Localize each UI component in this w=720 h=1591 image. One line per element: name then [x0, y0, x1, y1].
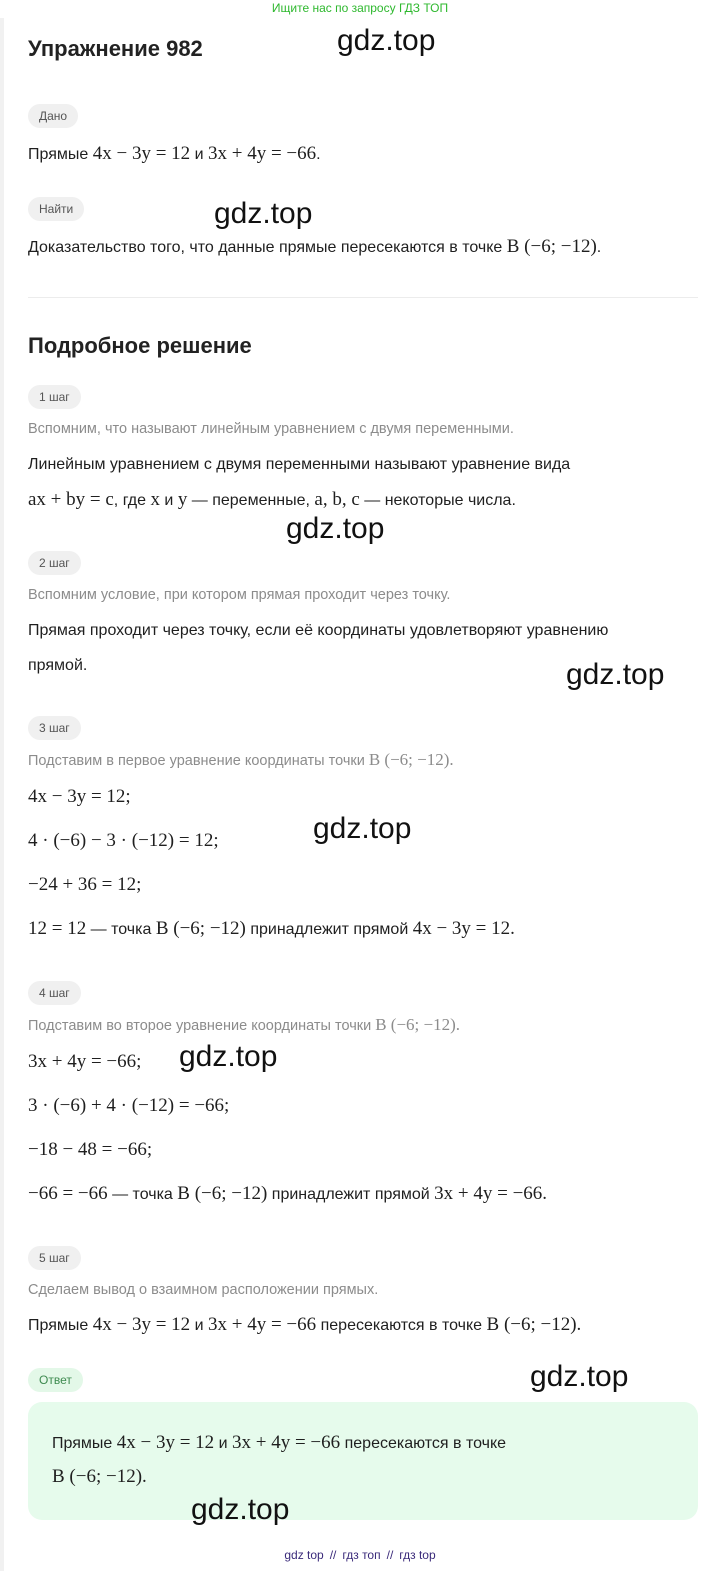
step1-y: y — [177, 489, 188, 510]
answer-t1: Прямые — [52, 1435, 117, 1452]
step4-eq4-line: 3x + 4y = −66. — [434, 1183, 548, 1204]
step5-point: B (−6; −12). — [486, 1314, 582, 1335]
answer-line1 — [52, 1432, 506, 1454]
step4-eq2-math: 3 · (−6) + 4 · (−12) = −66; — [28, 1095, 230, 1116]
footer-links — [0, 1548, 720, 1562]
step3-eq4-line: 4x − 3y = 12. — [412, 918, 515, 939]
find-t2: . — [596, 239, 602, 256]
step4-hint-point: B (−6; −12). — [375, 1015, 461, 1034]
watermark: gdz.top — [214, 197, 313, 230]
step1-line1: Линейным уравнением с двумя переменными называют уравнение вида — [28, 456, 571, 473]
step1-line2 — [28, 489, 516, 511]
step4-eq3-math: −18 − 48 = −66; — [28, 1139, 153, 1160]
given-eq2: 3x + 4y = −66 — [208, 143, 317, 164]
answer-eq2: 3x + 4y = −66 — [232, 1432, 341, 1453]
step3-eq2-math: 4 · (−6) − 3 · (−12) = 12; — [28, 830, 219, 851]
step1-x: x — [150, 489, 160, 510]
step4-eq2 — [28, 1095, 229, 1117]
watermark: gdz.top — [313, 812, 412, 845]
step5-t1: Прямые — [28, 1317, 93, 1334]
top-search-note: Ищите нас по запросу ГДЗ ТОП — [271, 1, 449, 15]
step3-eq2 — [28, 830, 219, 852]
step5-hint: Сделаем вывод о взаимном расположении прямых. — [28, 1282, 379, 1298]
step4-eq1 — [28, 1051, 141, 1073]
given-text — [28, 143, 321, 165]
watermark: gdz.top — [191, 1493, 290, 1526]
answer-point: B (−6; −12). — [52, 1466, 147, 1487]
page-title: Упражнение 982 — [28, 36, 203, 61]
answer-eq1: 4x − 3y = 12 — [116, 1432, 215, 1453]
footer-separator: // — [386, 1548, 394, 1562]
step3-hint — [28, 750, 454, 770]
answer-t2: и — [214, 1435, 232, 1452]
step4-hint-text: Подставим во второе уравнение координаты точки — [28, 1018, 376, 1034]
find-t1: Доказательство того, что данные прямые пересекаются в точке — [28, 239, 507, 256]
step3-eq3-math: −24 + 36 = 12; — [28, 874, 142, 895]
step5-chip: 5 шаг — [28, 1246, 81, 1270]
step1-t4: — некоторые числа. — [359, 492, 516, 509]
step3-eq4-a: 12 = 12 — [28, 918, 87, 939]
step3-eq4-t2: принадлежит прямой — [245, 921, 413, 938]
step4-eq4 — [28, 1183, 547, 1205]
step1-hint: Вспомним, что называют линейным уравнением с двумя переменными. — [28, 421, 514, 437]
left-border — [0, 18, 4, 1571]
step4-eq1-math: 3x + 4y = −66; — [28, 1051, 142, 1072]
given-chip: Дано — [28, 104, 78, 128]
step1-t1: , где — [113, 492, 151, 509]
footer-link-3[interactable]: гдз top — [399, 1548, 436, 1562]
watermark: gdz.top — [337, 24, 436, 57]
step3-eq3 — [28, 874, 141, 896]
step4-eq3 — [28, 1139, 152, 1161]
given-t3: . — [316, 146, 321, 163]
answer-line2 — [52, 1466, 147, 1488]
footer-separator: // — [329, 1548, 337, 1562]
step2-hint: Вспомним условие, при котором прямая проходит через точку. — [28, 587, 451, 603]
step4-eq4-a: −66 = −66 — [28, 1183, 108, 1204]
step3-eq1 — [28, 786, 131, 808]
answer-t3: пересекаются в точке — [340, 1435, 507, 1452]
answer-box — [28, 1402, 698, 1520]
step4-hint — [28, 1015, 460, 1035]
step3-eq4-point: B (−6; −12) — [155, 918, 246, 939]
step4-eq4-t1: — точка — [107, 1186, 178, 1203]
given-t2: и — [190, 146, 208, 163]
watermark: gdz.top — [286, 512, 385, 545]
step3-chip: 3 шаг — [28, 716, 81, 740]
step4-eq4-point: B (−6; −12) — [177, 1183, 268, 1204]
step1-t3: — переменные, — [187, 492, 315, 509]
find-chip: Найти — [28, 197, 84, 221]
step3-eq1-math: 4x − 3y = 12; — [28, 786, 131, 807]
step5-t3: пересекаются в точке — [316, 1317, 487, 1334]
find-point: B (−6; −12) — [506, 236, 597, 257]
step1-eq: ax + by = c — [28, 489, 114, 510]
step2-line1: Прямая проходит через точку, если её координаты удовлетворяют уравнению — [28, 622, 609, 639]
step1-chip: 1 шаг — [28, 385, 81, 409]
step4-chip: 4 шаг — [28, 981, 81, 1005]
step1-t2: и — [159, 492, 178, 509]
footer-link-2[interactable]: гдз топ — [342, 1548, 381, 1562]
find-text — [28, 236, 601, 258]
step2-chip: 2 шаг — [28, 551, 81, 575]
step3-eq4-t1: — точка — [86, 921, 156, 938]
step4-eq4-t2: принадлежит прямой — [267, 1186, 435, 1203]
answer-chip: Ответ — [28, 1368, 83, 1392]
step3-hint-point: B (−6; −12). — [368, 750, 454, 769]
watermark: gdz.top — [566, 658, 665, 691]
given-eq1: 4x − 3y = 12 — [92, 143, 191, 164]
step5-conclusion — [28, 1314, 581, 1336]
step5-eq2: 3x + 4y = −66 — [208, 1314, 317, 1335]
step2-line2: прямой. — [28, 657, 88, 674]
given-t1: Прямые — [28, 146, 93, 163]
step5-t2: и — [190, 1317, 208, 1334]
step5-eq1: 4x − 3y = 12 — [92, 1314, 191, 1335]
step3-hint-text: Подставим в первое уравнение координаты точки — [28, 753, 369, 769]
step3-eq4 — [28, 918, 515, 940]
step1-abc: a, b, c — [314, 489, 360, 510]
divider — [28, 297, 698, 298]
watermark: gdz.top — [530, 1360, 629, 1393]
watermark: gdz.top — [179, 1040, 278, 1073]
footer-link-1[interactable]: gdz top — [284, 1548, 324, 1562]
solution-title: Подробное решение — [28, 333, 252, 358]
